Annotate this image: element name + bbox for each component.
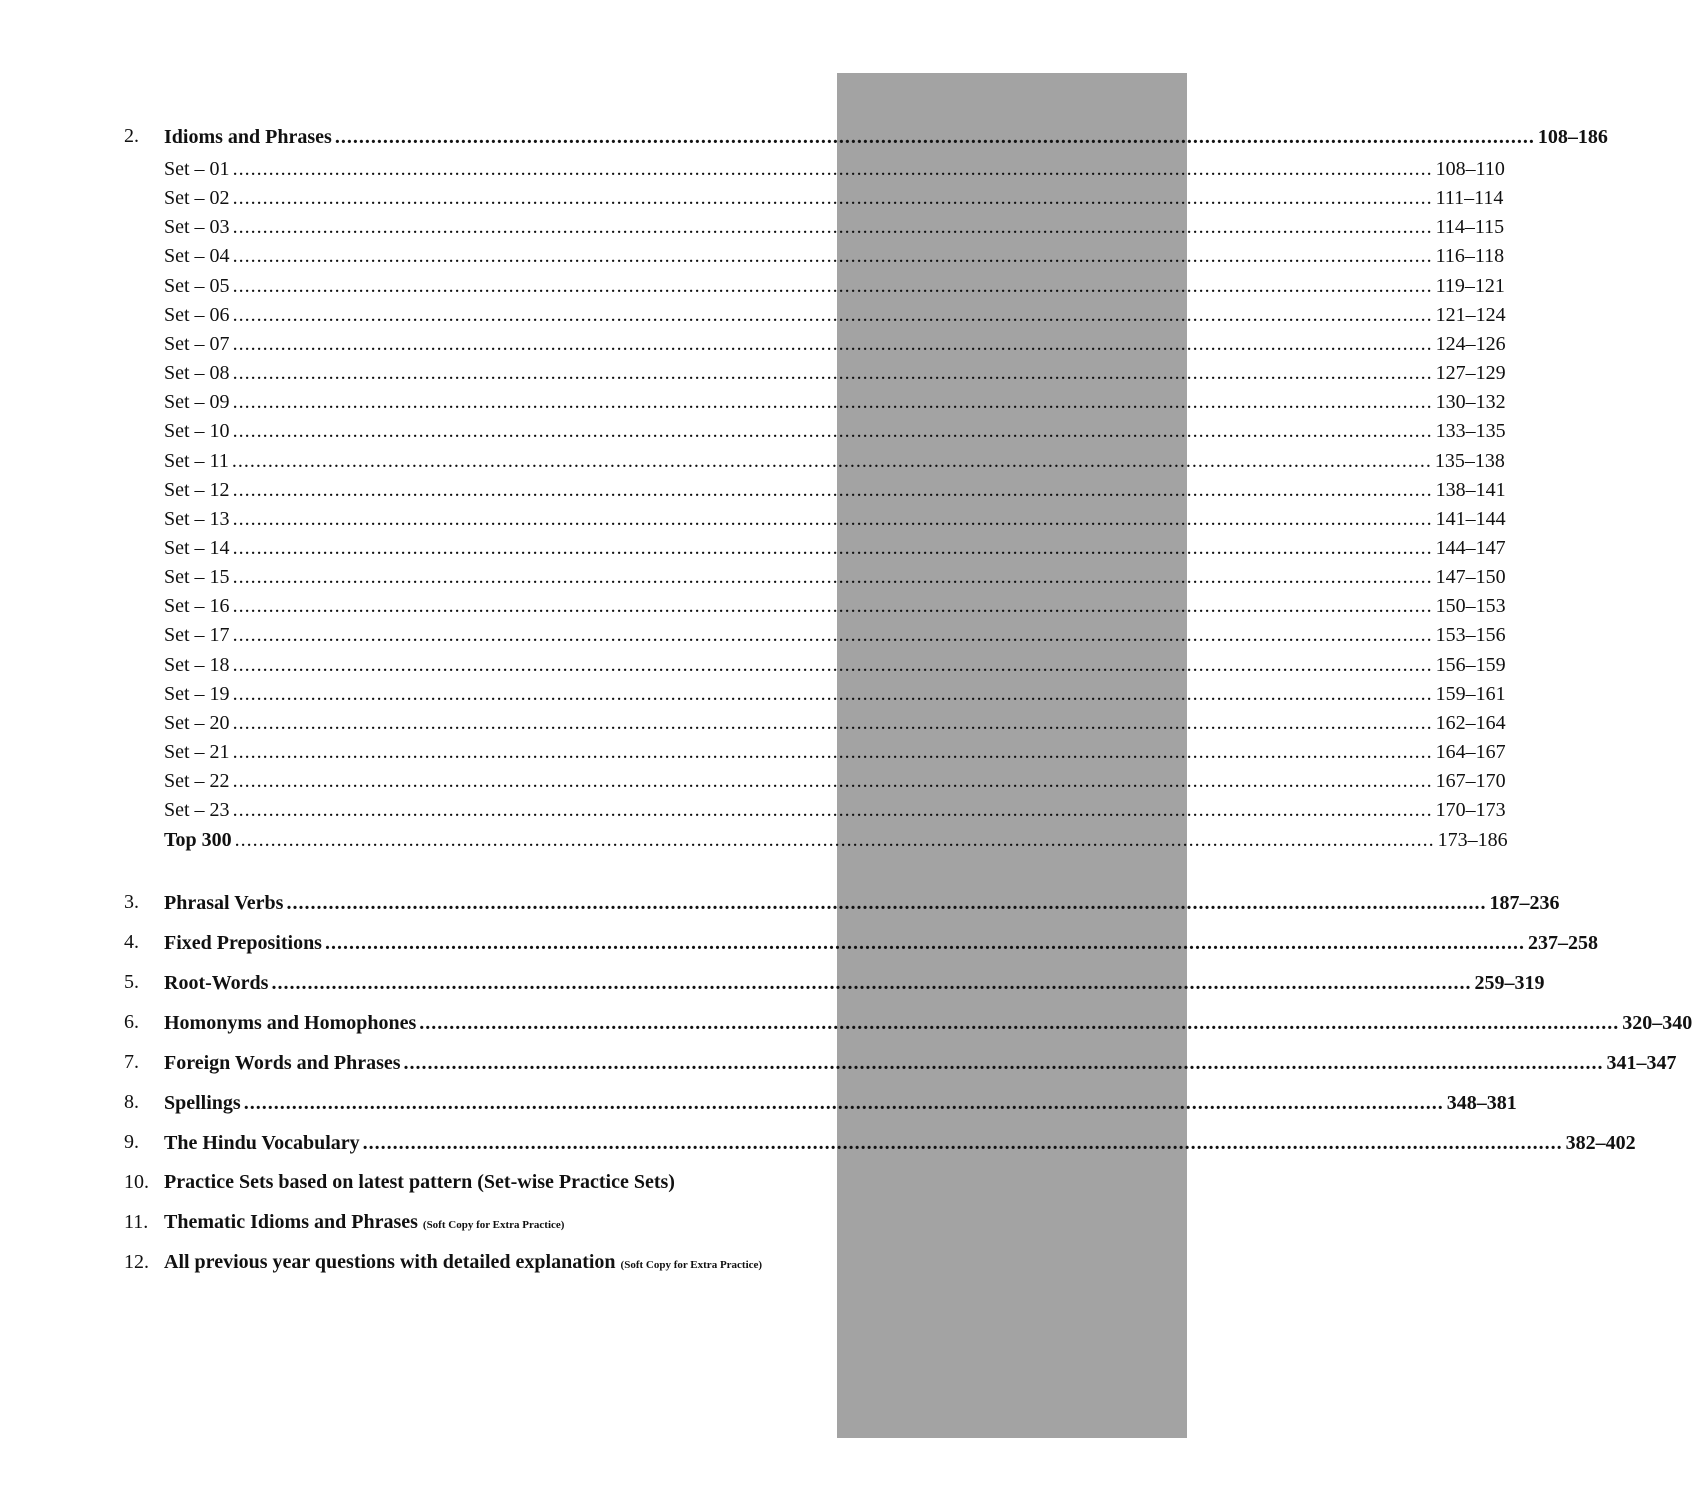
dot-leader: ........................................................................................................................................................................................................ — [232, 332, 1433, 355]
page-range: 108–186 — [1537, 126, 1608, 148]
entry-title: Set – 21 — [164, 741, 230, 763]
dot-leader: ........................................................................................................................................................................................................ — [232, 624, 1433, 647]
set-entry[interactable] — [164, 653, 1506, 677]
section-number: 5. — [124, 971, 139, 993]
set-entry[interactable] — [164, 566, 1506, 589]
page-range: 348–381 — [1446, 1092, 1517, 1114]
entry-title: Foreign Words and Phrases — [164, 1052, 401, 1074]
entry-title: Homonyms and Homophones — [164, 1012, 417, 1034]
page-range: 133–135 — [1435, 420, 1506, 443]
page-range: 116–118 — [1435, 245, 1505, 268]
page-range: 187–236 — [1489, 892, 1560, 914]
section-number: 4. — [124, 931, 139, 953]
entry-title: Fixed Prepositions — [164, 932, 322, 954]
entry-title: Set – 15 — [164, 566, 230, 589]
dot-leader: ........................................................................................................................................................................................................ — [243, 1092, 1444, 1114]
dot-leader: ........................................................................................................................................................................................................ — [232, 770, 1433, 793]
set-entry[interactable] — [164, 216, 1505, 239]
entry-title: Spellings — [164, 1092, 241, 1114]
entry-title: Idioms and Phrases — [164, 126, 332, 148]
section-entry[interactable] — [164, 1052, 1677, 1075]
section-entry[interactable] — [164, 1012, 1692, 1035]
entry-title: Set – 06 — [164, 303, 230, 326]
entry-title: Set – 17 — [164, 624, 230, 647]
page-range: 167–170 — [1435, 770, 1506, 793]
section-number: 9. — [124, 1131, 139, 1153]
set-entry[interactable] — [164, 449, 1505, 473]
page-range: 119–121 — [1435, 274, 1505, 297]
entry-title: Set – 08 — [164, 362, 230, 385]
set-entry[interactable] — [164, 507, 1506, 531]
set-entry[interactable] — [164, 711, 1506, 735]
set-entry[interactable] — [164, 741, 1506, 764]
dot-leader: ........................................................................................................................................................................................................ — [232, 595, 1433, 618]
dot-leader: ........................................................................................................................................................................................................ — [403, 1052, 1604, 1074]
set-entry[interactable] — [164, 187, 1504, 210]
page-range: 144–147 — [1435, 536, 1506, 559]
set-entry[interactable] — [164, 478, 1506, 502]
set-entry[interactable] — [164, 391, 1506, 414]
dot-leader: ........................................................................................................................................................................................................ — [232, 566, 1433, 589]
dot-leader: ........................................................................................................................................................................................................ — [324, 932, 1525, 954]
set-entry[interactable] — [164, 362, 1506, 385]
page-range: 108–110 — [1435, 158, 1505, 180]
section-entry[interactable] — [164, 892, 1560, 915]
page-range: 138–141 — [1435, 478, 1506, 501]
entry-title: Thematic Idioms and Phrases — [164, 1211, 418, 1233]
set-entry[interactable] — [164, 332, 1506, 356]
dot-leader: ........................................................................................................................................................................................................ — [232, 216, 1433, 239]
entry-title: Set – 01 — [164, 158, 230, 180]
section-number: 8. — [124, 1091, 139, 1113]
entry-title: Set – 18 — [164, 653, 230, 676]
section-number: 2. — [124, 125, 139, 147]
entry-title: Practice Sets based on latest pattern (Set-wise Practice Sets) — [164, 1171, 675, 1193]
dot-leader: ........................................................................................................................................................................................................ — [334, 126, 1535, 148]
entry-title: Set – 09 — [164, 391, 230, 414]
section-entry[interactable] — [164, 972, 1545, 995]
dot-leader: ........................................................................................................................................................................................................ — [232, 420, 1433, 443]
dot-leader: ........................................................................................................................................................................................................ — [234, 829, 1435, 851]
extra-entry[interactable] — [164, 1172, 675, 1192]
dot-leader: ........................................................................................................................................................................................................ — [419, 1012, 1620, 1034]
page-range: 173–186 — [1437, 829, 1508, 851]
page-range: 164–167 — [1435, 741, 1506, 763]
page-range: 114–115 — [1435, 216, 1505, 239]
set-entry[interactable] — [164, 595, 1506, 618]
page-range: 121–124 — [1435, 303, 1506, 326]
entry-title: Set – 19 — [164, 682, 230, 705]
set-entry[interactable] — [164, 682, 1506, 706]
entry-title: Phrasal Verbs — [164, 892, 284, 914]
page-range: 150–153 — [1435, 595, 1506, 618]
page-range: 237–258 — [1527, 932, 1598, 954]
page-range: 382–402 — [1565, 1132, 1636, 1154]
entry-title: All previous year questions with detailed explanation — [164, 1251, 616, 1273]
set-entry[interactable] — [164, 274, 1505, 298]
entry-title: Set – 23 — [164, 799, 230, 822]
dot-leader: ........................................................................................................................................................................................................ — [232, 799, 1433, 822]
set-entry[interactable] — [164, 245, 1505, 268]
entry-title: Set – 04 — [164, 245, 230, 268]
entry-title: Set – 16 — [164, 595, 230, 618]
section-number: 11. — [124, 1211, 149, 1233]
dot-leader: ........................................................................................................................................................................................................ — [271, 972, 1472, 994]
dot-leader: ........................................................................................................................................................................................................ — [232, 711, 1433, 734]
section-entry[interactable] — [164, 932, 1598, 955]
dot-leader: ........................................................................................................................................................................................................ — [232, 478, 1433, 501]
page-range: 170–173 — [1435, 799, 1506, 822]
dot-leader: ........................................................................................................................................................................................................ — [362, 1132, 1563, 1154]
set-entry[interactable] — [164, 624, 1506, 647]
page-range: 135–138 — [1434, 449, 1505, 472]
page-range: 320–340 — [1622, 1012, 1692, 1034]
page-range: 147–150 — [1435, 566, 1506, 589]
entry-title: Set – 02 — [164, 187, 230, 210]
entry-title: Set – 13 — [164, 507, 230, 530]
page-range: 162–164 — [1435, 711, 1506, 734]
section-number: 12. — [124, 1251, 149, 1273]
entry-title: Set – 03 — [164, 216, 230, 239]
entry-title: The Hindu Vocabulary — [164, 1132, 360, 1154]
section-idioms-and-phrases[interactable] — [164, 126, 1608, 149]
dot-leader: ........................................................................................................................................................................................................ — [232, 653, 1433, 676]
page-range: 153–156 — [1435, 624, 1506, 647]
dot-leader: ........................................................................................................................................................................................................ — [232, 536, 1433, 559]
dot-leader: ........................................................................................................................................................................................................ — [232, 274, 1433, 297]
top-300-entry[interactable] — [164, 829, 1508, 852]
dot-leader: ........................................................................................................................................................................................................ — [286, 892, 1487, 914]
dot-leader: ........................................................................................................................................................................................................ — [232, 391, 1433, 414]
section-number: 10. — [124, 1171, 149, 1193]
entry-title: Set – 05 — [164, 274, 230, 297]
page-range: 111–114 — [1435, 187, 1504, 210]
entry-title: Set – 14 — [164, 536, 230, 559]
dot-leader: ........................................................................................................................................................................................................ — [232, 741, 1433, 763]
entry-title: Top 300 — [164, 829, 232, 851]
section-number: 3. — [124, 891, 139, 913]
dot-leader: ........................................................................................................................................................................................................ — [232, 245, 1433, 268]
entry-title: Set – 10 — [164, 420, 230, 443]
dot-leader: ........................................................................................................................................................................................................ — [232, 682, 1433, 705]
page-range: 159–161 — [1435, 682, 1506, 705]
section-entry[interactable] — [164, 1132, 1636, 1155]
dot-leader: ........................................................................................................................................................................................................ — [232, 303, 1433, 326]
page-range: 130–132 — [1435, 391, 1506, 414]
extra-note: (Soft Copy for Extra Practice) — [422, 1219, 565, 1231]
extra-entry[interactable] — [164, 1252, 762, 1272]
page-range: 124–126 — [1435, 332, 1506, 355]
entry-title: Set – 22 — [164, 770, 230, 793]
section-entry[interactable] — [164, 1092, 1517, 1115]
set-entry[interactable] — [164, 536, 1506, 560]
dot-leader: ........................................................................................................................................................................................................ — [232, 362, 1433, 385]
set-entry[interactable] — [164, 420, 1506, 443]
set-entry[interactable] — [164, 303, 1506, 327]
extra-entry[interactable] — [164, 1212, 564, 1232]
dot-leader: ........................................................................................................................................................................................................ — [232, 507, 1433, 530]
page-range: 259–319 — [1474, 972, 1545, 994]
entry-title: Set – 11 — [164, 449, 229, 472]
set-entry[interactable] — [164, 799, 1506, 822]
page-range: 141–144 — [1435, 507, 1506, 530]
page-range: 127–129 — [1435, 362, 1506, 385]
set-entry[interactable] — [164, 158, 1505, 181]
dot-leader: ........................................................................................................................................................................................................ — [231, 449, 1432, 472]
entry-title: Set – 12 — [164, 478, 230, 501]
dot-leader: ........................................................................................................................................................................................................ — [232, 187, 1433, 210]
section-number: 6. — [124, 1011, 139, 1033]
dot-leader: ........................................................................................................................................................................................................ — [232, 158, 1433, 180]
extra-note: (Soft Copy for Extra Practice) — [620, 1259, 763, 1271]
page-range: 341–347 — [1606, 1052, 1677, 1074]
entry-title: Root-Words — [164, 972, 269, 994]
entry-title: Set – 20 — [164, 711, 230, 734]
page-range: 156–159 — [1435, 653, 1506, 676]
set-entry[interactable] — [164, 770, 1506, 793]
entry-title: Set – 07 — [164, 332, 230, 355]
section-number: 7. — [124, 1051, 139, 1073]
